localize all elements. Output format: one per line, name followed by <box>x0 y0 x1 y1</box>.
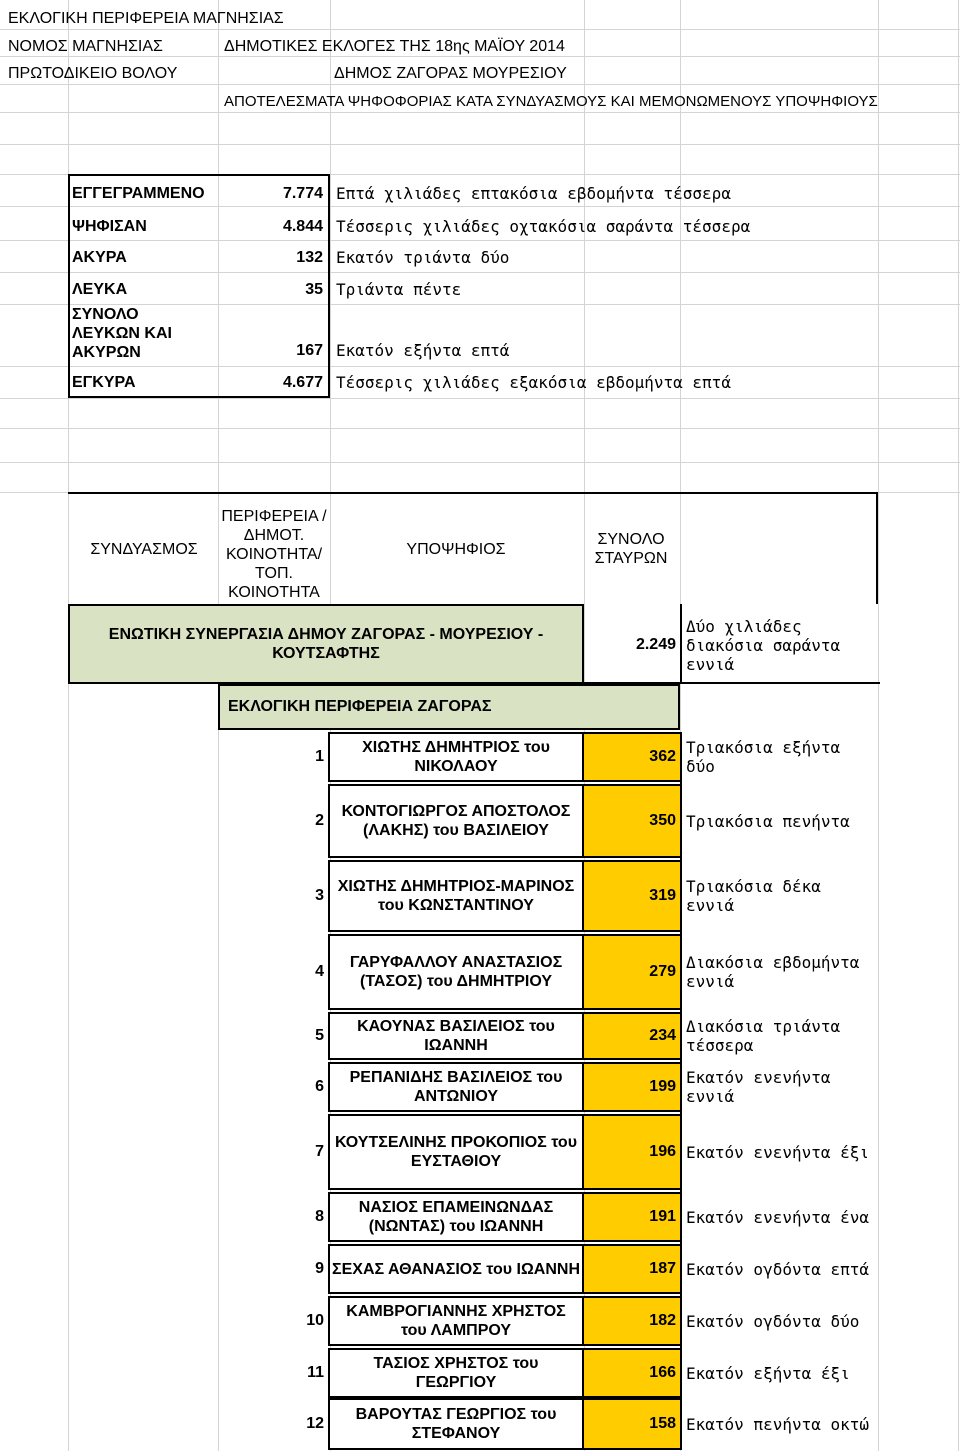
candidate-name: ΤΑΣΙΟΣ ΧΡΗΣΤΟΣ του ΓΕΩΡΓΙΟΥ <box>373 1355 539 1391</box>
gridline-horizontal <box>0 29 960 30</box>
gridline-vertical <box>958 0 959 1451</box>
candidate-name: ΧΙΩΤΗΣ ΔΗΜΗΤΡΙΟΣ του ΝΙΚΟΛΑΟΥ <box>362 739 550 775</box>
district-name: ΕΚΛΟΓΙΚΗ ΠΕΡΙΦΕΡΕΙΑ ΖΑΓΟΡΑΣ <box>228 698 492 715</box>
summary-label: ΕΓΚΥΡΑ <box>72 374 136 391</box>
gridline-horizontal <box>0 462 960 463</box>
candidate-votes: 187 <box>649 1260 676 1277</box>
candidate-name: ΝΑΣΙΟΣ ΕΠΑΜΕΙΝΩΝΔΑΣ (ΝΩΝΤΑΣ) του ΙΩΑΝΝΗ <box>358 1199 554 1235</box>
gridline-vertical <box>878 0 879 1451</box>
candidate-votes-words: Εκατόν πενήντα οκτώ <box>686 1414 870 1434</box>
summary-label: ΕΓΓΕΓΡΑΜΜΕΝΟ <box>72 185 205 202</box>
candidate-number: 10 <box>306 1312 324 1329</box>
party-name: ΕΝΩΤΙΚΗ ΣΥΝΕΡΓΑΣΙΑ ΔΗΜΟΥ ΖΑΓΟΡΑΣ - ΜΟΥΡΕΣΙΟΥ - ΚΟΥΤΣΑΦΤΗΣ <box>108 626 544 662</box>
candidate-votes-words: Τριακόσια πενήντα <box>686 811 850 831</box>
header-region: ΠΕΡΙΦΕΡΕΙΑ /ΔΗΜΟΤ. ΚΟΙΝΟΤΗΤΑ/ ΤΟΠ. ΚΟΙΝΟΤΗΤΑ <box>221 508 327 601</box>
candidate-votes-words: Τριακόσια εξήντα δύο <box>686 738 841 776</box>
summary-value: 4.844 <box>282 218 323 235</box>
summary-words: Τριάντα πέντε <box>336 280 462 299</box>
candidate-votes: 191 <box>649 1208 676 1225</box>
gridline-horizontal <box>0 84 960 85</box>
candidate-number: 12 <box>306 1415 324 1432</box>
candidate-name: ΡΕΠΑΝΙΔΗΣ ΒΑΣΙΛΕΙΟΣ του ΑΝΤΩΝΙΟΥ <box>349 1069 563 1105</box>
candidate-number: 4 <box>315 963 324 980</box>
header-line4: ΑΠΟΤΕΛΕΣΜΑΤΑ ΨΗΦΟΦΟΡΙΑΣ ΚΑΤΑ ΣΥΝΔΥΑΣΜΟΥΣ ΚΑΙ ΜΕΜΟΝΩΜΕΝΟΥΣ ΥΠΟΨΗΦΙΟΥΣ <box>224 93 878 110</box>
summary-divider <box>328 174 330 398</box>
candidate-name: ΧΙΩΤΗΣ ΔΗΜΗΤΡΙΟΣ-ΜΑΡΙΝΟΣ του ΚΩΝΣΤΑΝΤΙΝΟΥ <box>337 878 575 914</box>
candidate-name: ΚΟΝΤΟΓΙΩΡΓΟΣ ΑΠΟΣΤΟΛΟΣ (ΛΑΚΗΣ) του ΒΑΣΙΛΕΙΟΥ <box>341 803 571 839</box>
candidate-name: ΚΟΥΤΣΕΛΙΝΗΣ ΠΡΟΚΟΠΙΟΣ του ΕΥΣΤΑΘΙΟΥ <box>334 1134 578 1170</box>
party-votes: 2.249 <box>635 636 676 653</box>
candidates-right-border <box>680 732 682 1450</box>
header-line1: ΕΚΛΟΓΙΚΗ ΠΕΡΙΦΕΡΕΙΑ ΜΑΓΝΗΣΙΑΣ <box>8 10 284 27</box>
candidate-votes-words: Διακόσια τριάντα τέσσερα <box>686 1017 841 1055</box>
gridline-horizontal <box>0 144 960 145</box>
candidate-number: 3 <box>315 887 324 904</box>
gridline-horizontal <box>0 56 960 57</box>
candidate-votes-words: Τριακόσια δέκα εννιά <box>686 877 821 915</box>
candidate-votes: 182 <box>649 1312 676 1329</box>
candidate-votes: 158 <box>649 1415 676 1432</box>
candidate-votes-words: Εκατόν ενενήντα έξι <box>686 1142 870 1162</box>
gridline-horizontal <box>0 398 960 399</box>
candidate-name: ΚΑΜΒΡΟΓΙΑΝΝΗΣ ΧΡΗΣΤΟΣ του ΛΑΜΠΡΟΥ <box>346 1303 566 1339</box>
summary-value: 7.774 <box>282 185 323 202</box>
summary-label: ΛΕΥΚΑ <box>72 281 128 298</box>
summary-words: Τέσσερις χιλιάδες οχτακόσια σαράντα τέσσερα <box>336 217 751 236</box>
candidate-number: 1 <box>315 748 324 765</box>
header-line3-right: ΔΗΜΟΣ ΖΑΓΟΡΑΣ ΜΟΥΡΕΣΙΟΥ <box>334 65 567 82</box>
candidate-votes: 196 <box>649 1143 676 1160</box>
candidate-name: ΒΑΡΟΥΤΑΣ ΓΕΩΡΓΙΟΣ του ΣΤΕΦΑΝΟΥ <box>355 1406 557 1442</box>
summary-value: 4.677 <box>282 374 323 391</box>
header-line2-left: ΝΟΜΟΣ ΜΑΓΝΗΣΙΑΣ <box>8 38 163 55</box>
candidate-votes: 279 <box>649 963 676 980</box>
header-total-crosses: ΣΥΝΟΛΟ ΣΤΑΥΡΩΝ <box>594 531 668 567</box>
summary-words: Εκατόν εξήντα επτά <box>336 341 510 360</box>
candidate-votes: 319 <box>649 887 676 904</box>
summary-value: 132 <box>296 249 323 266</box>
party-words-border <box>680 604 682 684</box>
summary-label: ΣΥΝΟΛΟ ΛΕΥΚΩΝ ΚΑΙ ΑΚΥΡΩΝ <box>72 306 172 361</box>
candidate-number: 11 <box>307 1364 324 1381</box>
candidate-name: ΓΑΡΥΦΑΛΛΟΥ ΑΝΑΣΤΑΣΙΟΣ (ΤΑΣΟΣ) του ΔΗΜΗΤΡΙΟΥ <box>349 954 563 990</box>
header-candidate: ΥΠΟΨΗΦΙΟΣ <box>406 541 506 558</box>
candidate-votes: 166 <box>649 1364 676 1381</box>
summary-value: 35 <box>305 281 323 298</box>
candidate-votes: 199 <box>649 1078 676 1095</box>
gridline-horizontal <box>0 428 960 429</box>
candidate-votes-words: Εκατόν ογδόντα επτά <box>686 1259 870 1279</box>
candidate-number: 6 <box>315 1078 324 1095</box>
summary-words: Τέσσερις χιλιάδες εξακόσια εβδομήντα επτά <box>336 373 731 392</box>
candidate-number: 2 <box>315 812 324 829</box>
candidate-number: 7 <box>315 1143 324 1160</box>
summary-words: Εκατόν τριάντα δύο <box>336 248 510 267</box>
candidate-votes-words: Εκατόν εξήντα έξι <box>686 1363 850 1383</box>
header-combination: ΣΥΝΔΥΑΣΜΟΣ <box>90 541 198 558</box>
candidate-votes-words: Εκατόν ενενήντα εννιά <box>686 1068 831 1106</box>
header-line3-left: ΠΡΩΤΟΔΙΚΕΙΟ ΒΟΛΟΥ <box>8 65 178 82</box>
summary-label: ΨΗΦΙΣΑΝ <box>72 218 147 235</box>
gridline-horizontal <box>0 112 960 113</box>
candidate-votes-words: Εκατόν ογδόντα δύο <box>686 1311 860 1331</box>
candidate-votes-words: Διακόσια εβδομήντα εννιά <box>686 953 860 991</box>
header-line2-right: ΔΗΜΟΤΙΚΕΣ ΕΚΛΟΓΕΣ ΤΗΣ 18ης ΜΑΪΟΥ 2014 <box>224 38 565 55</box>
summary-words: Επτά χιλιάδες επτακόσια εβδομήντα τέσσερα <box>336 184 731 203</box>
party-votes-words: Δύο χιλιάδες διακόσια σαράντα εννιά <box>686 617 841 674</box>
candidate-name: ΣΕΧΑΣ ΑΘΑΝΑΣΙΟΣ του ΙΩΑΝΝΗ <box>332 1260 581 1278</box>
candidate-votes: 362 <box>649 748 676 765</box>
candidate-votes: 234 <box>649 1027 676 1044</box>
candidate-number: 5 <box>315 1027 324 1044</box>
candidate-name: ΚΑΟΥΝΑΣ ΒΑΣΙΛΕΙΟΣ του ΙΩΑΝΝΗ <box>357 1018 555 1054</box>
summary-value: 167 <box>296 342 323 359</box>
candidate-votes: 350 <box>649 812 676 829</box>
summary-label: ΑΚΥΡΑ <box>72 249 127 266</box>
candidate-number: 8 <box>315 1208 324 1225</box>
candidate-votes-words: Εκατόν ενενήντα ένα <box>686 1207 870 1227</box>
candidate-number: 9 <box>315 1260 324 1277</box>
